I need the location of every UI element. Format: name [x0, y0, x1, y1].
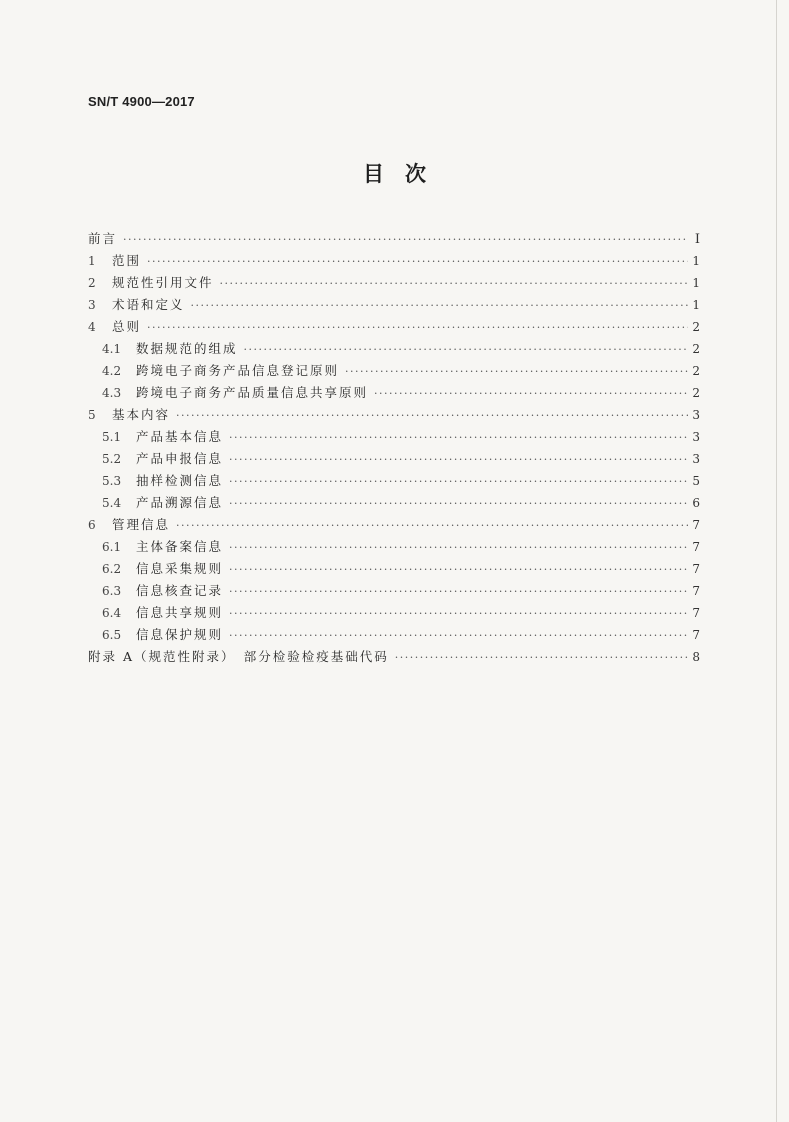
- toc-entry-label: 产品申报信息: [136, 451, 224, 466]
- toc-entry-label: 主体备案信息: [136, 539, 224, 554]
- toc-entry-label: 范围: [112, 253, 142, 268]
- toc-entry-6-5[interactable]: [88, 624, 700, 646]
- toc-entry-page: 7: [692, 628, 700, 642]
- toc-leader-dots: [147, 317, 688, 339]
- toc-entry-number: 4: [88, 320, 96, 334]
- toc-leader-dots: [176, 405, 688, 427]
- toc-entry-page: 8: [692, 650, 700, 664]
- toc-entry-label: 数据规范的组成: [136, 341, 238, 356]
- standard-code: SN/T 4900—2017: [88, 94, 195, 109]
- toc-entry-preface[interactable]: [88, 228, 700, 250]
- toc-entry-page: 6: [692, 496, 700, 510]
- toc-leader-dots: [395, 647, 688, 669]
- toc-entry-number: 2: [88, 276, 96, 290]
- toc-entry-6-3[interactable]: [88, 580, 700, 602]
- toc-entry-label: 术语和定义: [112, 297, 185, 312]
- toc-entry-page: 1: [692, 254, 700, 268]
- toc-entry-1[interactable]: [88, 250, 700, 272]
- toc-entry-page: Ⅰ: [694, 232, 700, 247]
- toc-entry-appendix-a[interactable]: [88, 646, 700, 668]
- toc-entry-number: 4.1: [102, 342, 122, 356]
- toc-entry-label: 跨境电子商务产品质量信息共享原则: [136, 385, 369, 400]
- toc-entry-page: 7: [692, 540, 700, 554]
- toc-entry-label: 基本内容: [112, 407, 171, 422]
- toc-entry-number: 4.3: [102, 386, 122, 400]
- toc-leader-dots: [229, 603, 688, 625]
- toc-entry-label: 附录 A（规范性附录） 部分检验检疫基础代码: [88, 649, 389, 664]
- toc-entry-6[interactable]: [88, 514, 700, 536]
- toc-entry-6-1[interactable]: [88, 536, 700, 558]
- toc-entry-page: 1: [692, 276, 700, 290]
- toc-entry-2[interactable]: [88, 272, 700, 294]
- toc-entry-number: 5.1: [102, 430, 122, 444]
- toc-entry-4-3[interactable]: [88, 382, 700, 404]
- toc-entry-4[interactable]: [88, 316, 700, 338]
- toc-title: 目 次: [363, 162, 426, 186]
- toc-entry-page: 2: [692, 386, 700, 400]
- toc-entry-5-4[interactable]: [88, 492, 700, 514]
- toc-entry-page: 1: [692, 298, 700, 312]
- toc-entry-page: 2: [692, 320, 700, 334]
- toc-entry-number: 5.2: [102, 452, 122, 466]
- toc-entry-label: 产品基本信息: [136, 429, 224, 444]
- toc-entry-4-1[interactable]: [88, 338, 700, 360]
- toc-leader-dots: [229, 625, 688, 647]
- toc-entry-6-2[interactable]: [88, 558, 700, 580]
- toc-entry-number: 4.2: [102, 364, 122, 378]
- toc-entry-number: 5.4: [102, 496, 122, 510]
- toc-entry-page: 7: [692, 584, 700, 598]
- toc-leader-dots: [244, 339, 688, 361]
- toc-entry-number: 6: [88, 518, 96, 532]
- toc-entry-label: 跨境电子商务产品信息登记原则: [136, 363, 340, 378]
- toc-entry-label: 规范性引用文件: [112, 275, 214, 290]
- toc-entry-4-2[interactable]: [88, 360, 700, 382]
- toc-leader-dots: [123, 229, 688, 251]
- toc-entry-label: 信息保护规则: [136, 627, 224, 642]
- toc-entry-page: 7: [692, 562, 700, 576]
- toc-entry-5-2[interactable]: [88, 448, 700, 470]
- toc-entry-number: 3: [88, 298, 96, 312]
- toc-entry-number: 6.1: [102, 540, 122, 554]
- toc-leader-dots: [229, 471, 688, 493]
- toc-leader-dots: [345, 361, 688, 383]
- table-of-contents: [88, 228, 700, 668]
- toc-entry-label: 前言: [88, 231, 118, 246]
- toc-leader-dots: [229, 537, 688, 559]
- toc-entry-page: 2: [692, 364, 700, 378]
- toc-entry-page: 5: [692, 474, 700, 488]
- toc-leader-dots: [374, 383, 688, 405]
- toc-entry-6-4[interactable]: [88, 602, 700, 624]
- toc-entry-page: 7: [692, 606, 700, 620]
- toc-entry-label: 信息采集规则: [136, 561, 224, 576]
- toc-leader-dots: [147, 251, 688, 273]
- toc-entry-5[interactable]: [88, 404, 700, 426]
- toc-leader-dots: [220, 273, 688, 295]
- toc-entry-page: 3: [692, 408, 700, 422]
- toc-leader-dots: [229, 581, 688, 603]
- toc-entry-number: 6.5: [102, 628, 122, 642]
- toc-entry-label: 总则: [112, 319, 142, 334]
- toc-entry-number: 1: [88, 254, 96, 268]
- toc-entry-5-3[interactable]: [88, 470, 700, 492]
- toc-entry-label: 信息核查记录: [136, 583, 224, 598]
- toc-leader-dots: [229, 449, 688, 471]
- toc-leader-dots: [229, 559, 688, 581]
- toc-leader-dots: [229, 493, 688, 515]
- toc-entry-number: 5.3: [102, 474, 122, 488]
- toc-entry-page: 3: [692, 430, 700, 444]
- toc-entry-number: 5: [88, 408, 96, 422]
- toc-entry-label: 产品溯源信息: [136, 495, 224, 510]
- toc-entry-label: 抽样检测信息: [136, 473, 224, 488]
- toc-entry-number: 6.3: [102, 584, 122, 598]
- toc-entry-5-1[interactable]: [88, 426, 700, 448]
- toc-entry-3[interactable]: [88, 294, 700, 316]
- toc-entry-number: 6.2: [102, 562, 122, 576]
- toc-entry-number: 6.4: [102, 606, 122, 620]
- toc-entry-label: 管理信息: [112, 517, 171, 532]
- toc-entry-page: 2: [692, 342, 700, 356]
- toc-entry-page: 3: [692, 452, 700, 466]
- toc-leader-dots: [229, 427, 688, 449]
- toc-entry-label: 信息共享规则: [136, 605, 224, 620]
- toc-leader-dots: [176, 515, 688, 537]
- toc-entry-page: 7: [692, 518, 700, 532]
- toc-leader-dots: [191, 295, 688, 317]
